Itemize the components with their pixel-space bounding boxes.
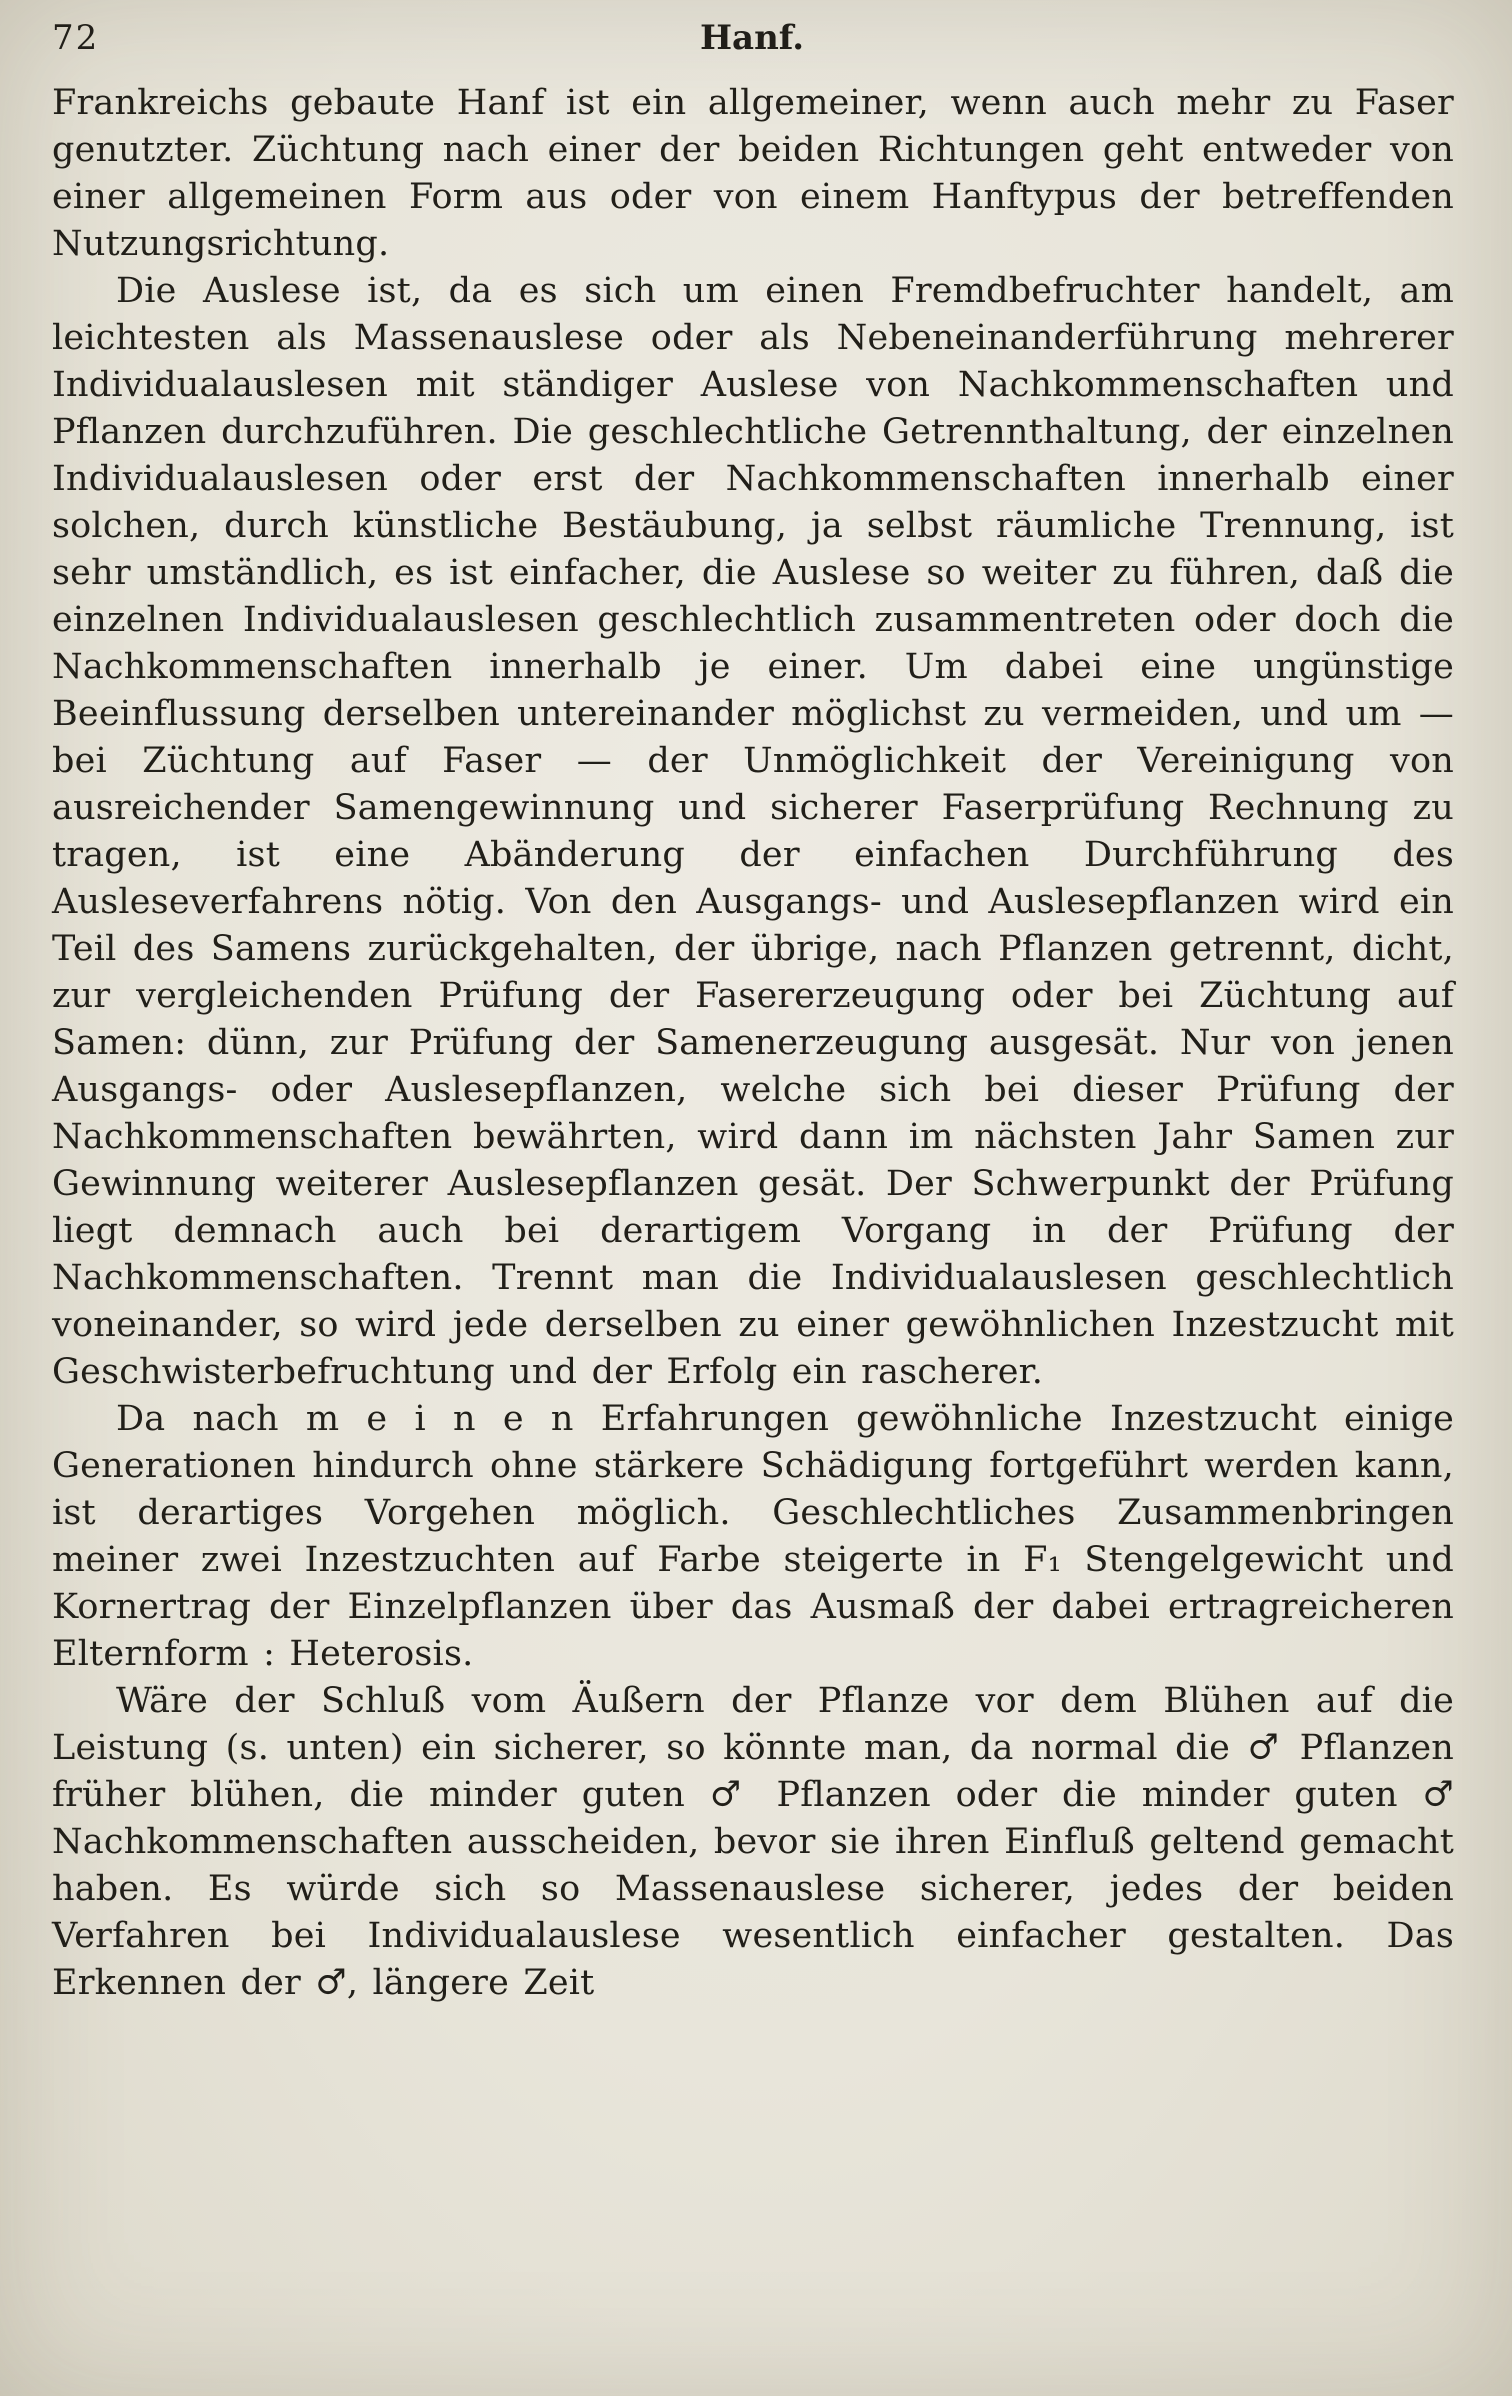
paragraph-auslese: Die Auslese ist, da es sich um einen Fremdbefruchter handelt, am leichtesten als Massenauslese oder als Nebeneinanderführung mehrerer Individualauslesen mit ständiger Auslese von Nachkommenschaften und Pflanzen durchzuführen. Die geschlechtliche Getrennthaltung, der einzelnen Individualauslesen oder erst der Nachkommenschaften innerhalb einer solchen, durch künstliche Bestäubung, ja selbst räumliche Trennung, ist sehr umständlich, es ist einfacher, die Auslese so weiter zu führen, daß die einzelnen Individualauslesen geschlechtlich zusammentreten oder doch die Nachkommenschaften innerhalb je einer. Um dabei eine ungünstige Beeinflussung derselben untereinander möglichst zu vermeiden, und um — bei Züchtung auf Faser — der Unmöglichkeit der Vereinigung von ausreichender Samengewinnung und sicherer Faserprüfung Rechnung zu tragen, ist eine Abänderung der einfachen Durchführung des Ausleseverfahrens nötig. Von den Ausgangs- und Auslesepflanzen wird ein Teil des Samens zurückgehalten, der übrige, nach Pflanzen getrennt, dicht, zur vergleichenden Prüfung der Fasererzeugung oder bei Züchtung auf Samen: dünn, zur Prüfung der Samenerzeugung ausgesät. Nur von jenen Ausgangs- oder Auslesepflanzen, welche sich bei dieser Prüfung der Nachkommenschaften bewährten, wird dann im nächsten Jahr Samen zur Gewinnung weiterer Auslesepflanzen gesät. Der Schwerpunkt der Prüfung liegt demnach auch bei derartigem Vorgang in der Prüfung der Nachkommenschaften. Trennt man die Individualauslesen geschlechtlich voneinander, so wird jede derselben zu einer gewöhnlichen Inzestzucht mit Geschwisterbefruchtung und der Erfolg ein rascherer.	[52, 271, 1454, 1392]
paragraph-continuation: Frankreichs gebaute Hanf ist ein allgemeiner, wenn auch mehr zu Faser genutzter. Züchtung nach einer der beiden Richtungen geht entweder von einer allgemeinen Form aus oder von einem Hanftypus der betreffenden Nutzungsrichtung.	[52, 83, 1454, 264]
paragraph-schluss: Wäre der Schluß vom Äußern der Pflanze vor dem Blühen auf die Leistung (s. unten) ein sicherer, so könnte man, da normal die ♂ Pflanzen früher blühen, die minder guten ♂ Pflanzen oder die minder guten ♂ Nachkommenschaften ausscheiden, bevor sie ihren Einfluß geltend gemacht haben. Es würde sich so Massenauslese sicherer, jedes der beiden Verfahren bei Individualauslese wesentlich einfacher gestalten. Das Erkennen der ♂, längere Zeit	[52, 1681, 1454, 2003]
running-title: Hanf.	[699, 18, 805, 58]
body-text	[52, 80, 1454, 2356]
page-number: 72	[52, 18, 100, 58]
running-head	[52, 18, 1452, 68]
paragraph-inzestzucht: Da nach m e i n e n Erfahrungen gewöhnliche Inzestzucht einige Generationen hindurch ohne stärkere Schädigung fortgeführt werden kann, ist derartiges Vorgehen möglich. Geschlechtliches Zusammenbringen meiner zwei Inzestzuchten auf Farbe steigerte in F₁ Stengelgewicht und Kornertrag der Einzelpflanzen über das Ausmaß der dabei ertragreicheren Elternform : Heterosis.	[52, 1399, 1454, 1674]
